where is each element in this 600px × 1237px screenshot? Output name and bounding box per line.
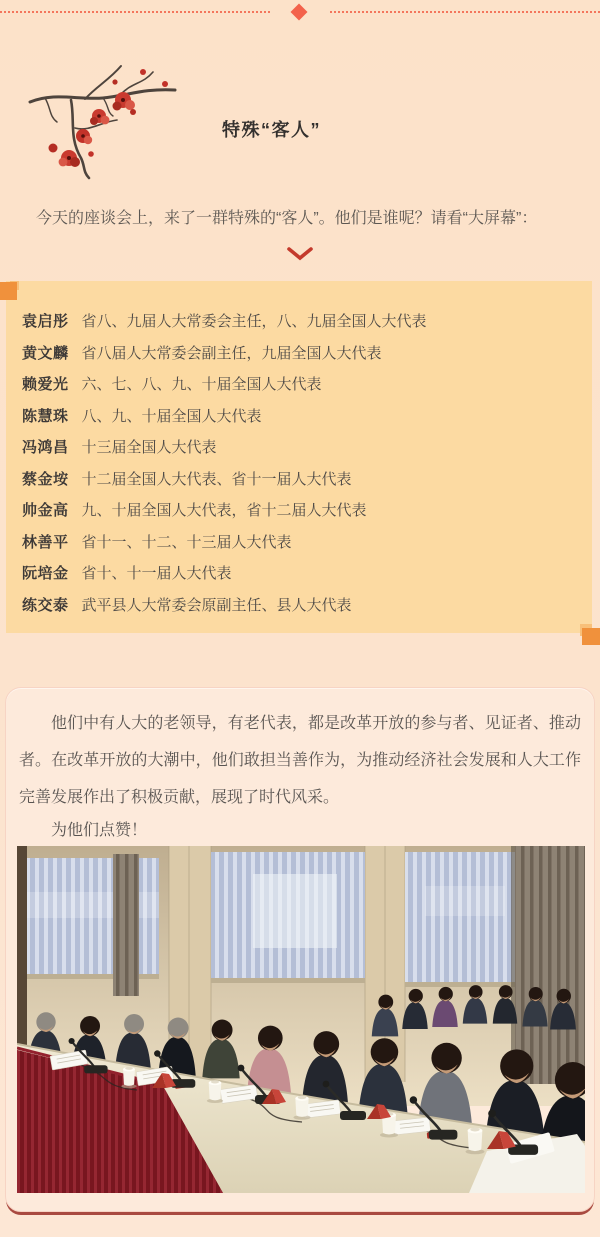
- guest-name: 陈慧珠: [22, 407, 69, 425]
- dotted-divider-left: [0, 11, 270, 13]
- guest-name: 冯鸿昌: [22, 439, 69, 456]
- diamond-icon: [291, 4, 308, 21]
- meeting-photo[interactable]: [17, 846, 585, 1193]
- page-title: 特殊“客人”: [222, 120, 321, 140]
- plum-blossom-icon: [25, 58, 180, 186]
- list-item: [22, 558, 584, 590]
- list-item: [22, 464, 584, 496]
- intro-paragraph: 今天的座谈会上，来了一群特殊的“客人”。他们是谁呢？请看“大屏幕”：: [36, 210, 538, 227]
- guest-desc: 省八、九届人大常委会主任，八、九届全国人大代表: [81, 313, 427, 330]
- list-item: [22, 306, 584, 338]
- list-item: [22, 495, 584, 527]
- guest-name: 袁启彤: [22, 313, 69, 330]
- list-item: [22, 590, 584, 622]
- closing-paragraph: 他们中有人大的老领导，有老代表，都是改革开放的参与者、见证者、推动者。在改革开放的大潮中，他们敢担当善作为，为推动经济社会发展和人大工作完善发展作出了积极贡献，展现了时代风采。: [19, 715, 581, 806]
- guest-name: 黄文麟: [22, 344, 69, 362]
- photo-windows: [27, 852, 519, 987]
- cheer-line: 为他们点赞！: [51, 822, 148, 839]
- guest-desc: 六、七、八、九、十届全国人大代表: [81, 376, 322, 393]
- guest-name: 蔡金垵: [22, 470, 69, 488]
- list-item: [22, 401, 584, 433]
- guest-name: 林善平: [22, 533, 69, 551]
- guest-list-rows: [22, 306, 584, 621]
- guest-list-box: [6, 281, 592, 633]
- guest-desc: 九、十届全国人大代表，省十二届人大代表: [81, 502, 367, 519]
- list-item: [22, 432, 584, 464]
- list-item: [22, 369, 584, 401]
- guest-name: 阮培金: [22, 565, 69, 582]
- guest-desc: 省十一、十二、十三届人大代表: [81, 533, 292, 551]
- guest-name: 练交泰: [22, 596, 69, 614]
- corner-square-bottom-right-dark: [582, 628, 600, 645]
- guest-name: 帅金高: [22, 502, 69, 519]
- list-item: [22, 527, 584, 559]
- guest-desc: 十三届全国人大代表: [81, 439, 217, 456]
- guest-desc: 十二届全国人大代表、省十一届人大代表: [81, 470, 352, 488]
- chevron-down-icon: [286, 247, 314, 262]
- corner-square-top-left-dark: [0, 282, 17, 300]
- guest-desc: 省十、十一届人大代表: [81, 565, 232, 582]
- guest-desc: 武平县人大常委会原副主任、县人大代表: [81, 596, 352, 614]
- guest-name: 赖爱光: [22, 376, 69, 393]
- guest-desc: 省八届人大常委会副主任，九届全国人大代表: [81, 344, 382, 362]
- guest-desc: 八、九、十届全国人大代表: [81, 407, 262, 425]
- dotted-divider-right: [330, 11, 600, 13]
- closing-card: [5, 687, 595, 1212]
- list-item: [22, 338, 584, 370]
